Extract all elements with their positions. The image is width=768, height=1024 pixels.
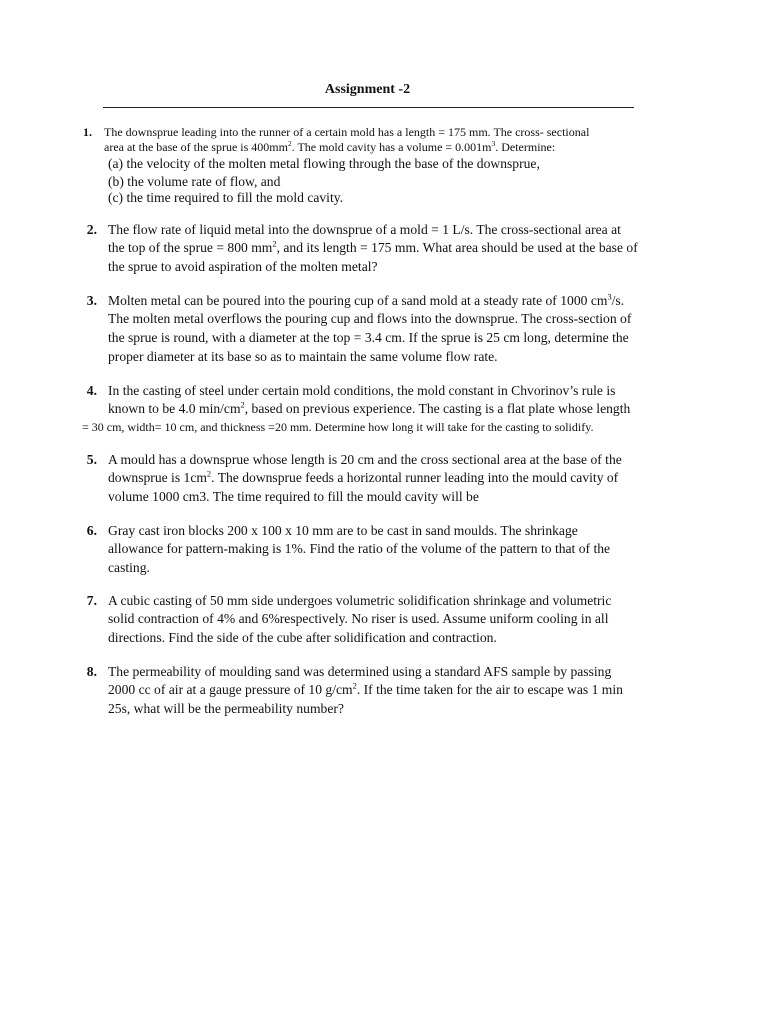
question-text-line: the sprue to avoid aspiration of the molten metal?	[108, 259, 378, 274]
question-text-line: directions. Find the side of the cube after solidification and contraction.	[108, 630, 497, 645]
question-text-line: the top of the sprue = 800 $mm^2$, and its length = 175 mm. What area should be used at the base of	[108, 238, 638, 255]
question-number: 7.	[86, 593, 97, 608]
question-text-line: known to be 4.0 $\min/cm^2$, based on previous experience. The casting is a flat plate whose length	[108, 399, 631, 416]
question-text-line: casting.	[108, 560, 150, 575]
question-part-b: (b) the volume rate of flow, and	[108, 174, 281, 189]
question-text-line: area at the base of the sprue is $400mm^2$. The mold cavity has a volume = $0.001m^3$. Determine:	[104, 139, 556, 154]
question-number: 3.	[86, 293, 97, 308]
question-text-line: allowance for pattern-making is 1%. Find the ratio of the volume of the pattern to that of the	[108, 541, 611, 556]
question-part-a: (a) the velocity of the molten metal flowing through the base of the downsprue,	[108, 156, 540, 171]
question-text-line: = 30 cm, width= 10 cm, and thickness =20 mm. Determine how long it will take for the casting to solidify.	[82, 420, 594, 434]
question-part-c: (c) the time required to fill the mold cavity.	[108, 190, 344, 205]
question-number: 5.	[86, 452, 97, 467]
question-text-line: A cubic casting of 50 mm side undergoes volumetric solidification shrinkage and volumetric	[108, 593, 612, 608]
question-number: 8.	[86, 664, 97, 679]
question-text-line: 25s, what will be the permeability number?	[108, 701, 344, 716]
question-number: 6.	[86, 523, 97, 538]
question-number: 2.	[86, 222, 97, 237]
question-text-line: Gray cast iron blocks 200 x 100 x 10 mm are to be cast in sand moulds. The shrinkage	[108, 523, 578, 538]
question-text-line: The flow rate of liquid metal into the downsprue of a mold = 1 L/s. The cross-sectional area at	[108, 222, 621, 237]
question-text-line: 2000 cc of air at a gauge pressure of 10 $g/cm^2$. If the time taken for the air to escape was 1 min	[108, 680, 623, 697]
question-number: 4.	[86, 383, 97, 398]
question-text-line: downsprue is $1cm^2$. The downsprue feeds a horizontal runner leading into the mould cavity of	[108, 468, 619, 485]
question-text-line: the sprue is round, with a diameter at the top = 3.4 cm. If the sprue is 25 cm long, determine the	[108, 330, 629, 345]
question-text-line: solid contraction of 4% and 6%respectively. No riser is used. Assume uniform cooling in all	[108, 611, 609, 626]
page-title: Assignment -2	[324, 82, 411, 97]
question-text-line: The molten metal overflows the pouring cup and flows into the downsprue. The cross-section of	[108, 311, 632, 326]
question-text-line: The permeability of moulding sand was determined using a standard AFS sample by passing	[108, 664, 612, 679]
question-text-line: proper diameter at its base so as to maintain the same volume flow rate.	[108, 349, 498, 364]
question-number: 1.	[83, 125, 92, 139]
title-divider	[103, 107, 634, 108]
question-text-line: A mould has a downsprue whose length is 20 cm and the cross sectional area at the base of the	[108, 452, 622, 467]
question-text-line: Molten metal can be poured into the pouring cup of a sand mold at a steady rate of 1000 $cm^3/s$.	[108, 291, 625, 308]
question-text-line: volume 1000 cm3. The time required to fill the mould cavity will be	[108, 489, 479, 504]
question-text-line: In the casting of steel under certain mold conditions, the mold constant in Chvorinov’s rule is	[108, 383, 616, 398]
question-text-line: The downsprue leading into the runner of a certain mold has a length = 175 mm. The cross- sectional	[104, 125, 590, 139]
